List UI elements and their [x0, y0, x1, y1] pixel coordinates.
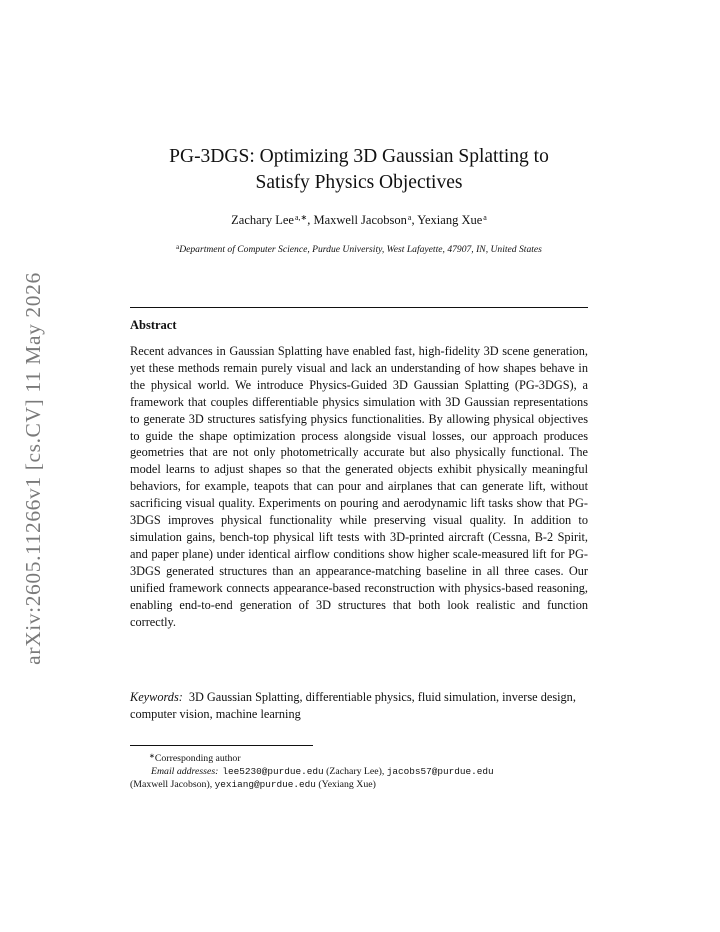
- author-list: [120, 213, 598, 228]
- corresponding-mark: ∗: [149, 752, 155, 760]
- author-mark: a,∗: [294, 213, 308, 222]
- author-mark: a: [483, 213, 487, 222]
- affiliation-mark: a: [176, 243, 180, 251]
- author-mark: a: [407, 213, 412, 222]
- author-separator: ,: [307, 213, 314, 227]
- email-owner: (Yexiang Xue): [315, 779, 376, 790]
- abstract-body: Recent advances in Gaussian Splatting have enabled fast, high-fidelity 3D scene generation, yet these methods remain purely visual and lack an understanding of how shapes behave in the physical world. We introduce Physics-Guided 3D Gaussian Splatting (PG-3DGS), a framework that couples differentiable physics simulation with 3D Gaussian representations to generate 3D structures satisfying physics functionalities. By allowing physical objectives to guide the shape optimization process alongside visual losses, our approach produces geometries that are not only photometrically accurate but also physically functional. The model learns to adjust shapes so that the generated objects exhibit physically meaningful behaviors, for example, teapots that can pour and airplanes that can generate lift, without sacrificing visual quality. Experiments on pouring and aerodynamic lift tasks show that PG-3DGS improves physical functionality while preserving visual quality. In addition to simulation gains, bench-top physical lift tests with 3D-printed aircraft (Cessna, B-2 Spirit, and paper plane) under identical airflow conditions show higher scale-measured lift for PG-3DGS generated structures than an appearance-matching baseline in all three cases. Our unified framework connects appearance-based reconstruction with physics-based reasoning, enabling end-to-end generation of 3D structures that both look realistic and function correctly.: [130, 344, 588, 629]
- abstract-heading: Abstract: [130, 318, 177, 332]
- email-owner: (Maxwell Jacobson),: [130, 779, 215, 790]
- footnotes: [130, 750, 588, 791]
- abstract-top-rule: [130, 307, 588, 308]
- footnote-rule: [130, 745, 313, 746]
- paper-title-line-2: Satisfy Physics Objectives: [255, 172, 463, 193]
- email-label: Email addresses:: [151, 766, 219, 777]
- author-name: Yexiang Xue: [417, 213, 483, 227]
- affiliation-text: Department of Computer Science, Purdue University, West Lafayette, 47907, IN, United States: [179, 244, 542, 255]
- email-link[interactable]: yexiang@purdue.edu: [214, 779, 316, 790]
- email-addresses-note: [130, 765, 588, 778]
- arxiv-identifier-text: arXiv:2605.11266v1 [cs.CV] 11 May 2026: [20, 271, 45, 665]
- paper-title-line-1: PG-3DGS: Optimizing 3D Gaussian Splatting to: [169, 146, 549, 167]
- author-name: Maxwell Jacobson: [313, 213, 407, 227]
- author-name: Zachary Lee: [231, 213, 294, 227]
- author-separator: ,: [411, 213, 418, 227]
- email-link[interactable]: lee5230@purdue.edu: [222, 766, 324, 777]
- keywords-label: Keywords:: [130, 690, 183, 704]
- corresponding-text: Corresponding author: [154, 753, 241, 764]
- arxiv-identifier-stamp: [18, 258, 48, 678]
- email-owner: (Zachary Lee),: [323, 766, 387, 777]
- email-addresses-note-continued: [130, 778, 588, 791]
- affiliation: [130, 241, 588, 256]
- paper-title: [120, 144, 598, 196]
- corresponding-author-note: [130, 750, 588, 765]
- keywords-text: 3D Gaussian Splatting, differentiable physics, fluid simulation, inverse design, computer vision, machine learning: [130, 690, 576, 721]
- keywords: [130, 689, 588, 723]
- email-link[interactable]: jacobs57@purdue.edu: [386, 766, 494, 777]
